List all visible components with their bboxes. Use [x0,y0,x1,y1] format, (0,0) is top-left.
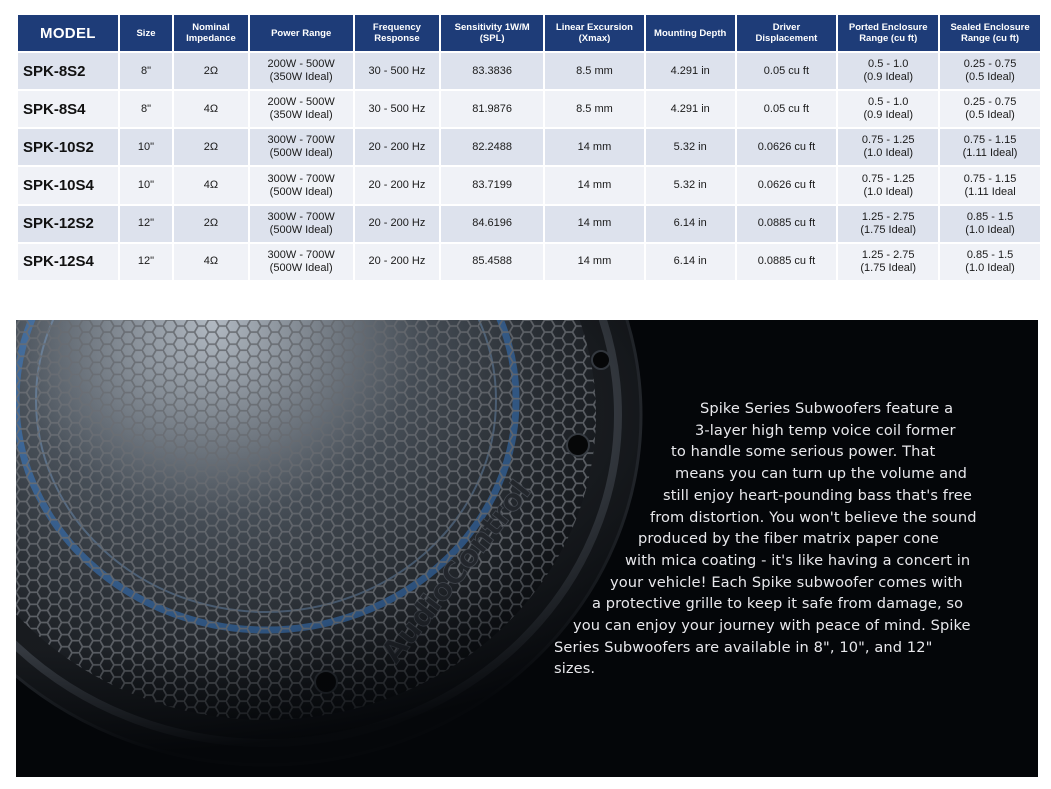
cell-sensitivity: 83.7199 [441,167,543,203]
table-row [18,167,1040,203]
col-header-displacement: Driver Displacement [737,15,837,51]
promo-line: a protective grille to keep it safe from damage, so [592,595,964,613]
cell-impedance: 2Ω [174,129,248,165]
cell-impedance: 4Ω [174,91,248,127]
cell-displacement: 0.0885 cu ft [737,206,837,242]
cell-xmax: 14 mm [545,167,644,203]
cell-size: 10" [120,167,172,203]
cell-xmax: 14 mm [545,206,644,242]
cell-ported: 1.25 - 2.75 (1.75 Ideal) [838,244,938,280]
cell-model: SPK-8S4 [18,91,118,127]
cell-model: SPK-10S4 [18,167,118,203]
cell-power: 200W - 500W (350W Ideal) [250,53,353,89]
table-header-row [18,15,1040,51]
promo-line: sizes. [554,660,596,678]
promo-line: with mica coating - it's like having a concert in [625,551,971,569]
cell-size: 8" [120,53,172,89]
cell-displacement: 0.0626 cu ft [737,167,837,203]
promo-line: 3-layer high temp voice coil former [695,421,956,439]
cell-sealed: 0.85 - 1.5 (1.0 Ideal) [940,206,1040,242]
cell-sensitivity: 83.3836 [441,53,543,89]
promo-line: your vehicle! Each Spike subwoofer comes with [610,573,963,591]
table-row [18,53,1040,89]
cell-power: 200W - 500W (350W Ideal) [250,91,353,127]
promo-line: Spike Series Subwoofers feature a [700,400,954,417]
promo-line: to handle some serious power. That [671,443,936,461]
cell-xmax: 8.5 mm [545,53,644,89]
cell-ported: 1.25 - 2.75 (1.75 Ideal) [838,206,938,242]
cell-ported: 0.5 - 1.0 (0.9 Ideal) [838,53,938,89]
table-row [18,129,1040,165]
col-header-sensitivity: Sensitivity 1W/M (SPL) [441,15,543,51]
cell-frequency: 20 - 200 Hz [355,206,440,242]
cell-depth: 4.291 in [646,53,735,89]
promo-line: Series Subwoofers are available in 8", 10", and 12" [554,638,933,656]
col-header-depth: Mounting Depth [646,15,735,51]
table-row [18,206,1040,242]
cell-model: SPK-8S2 [18,53,118,89]
table-row [18,91,1040,127]
cell-impedance: 4Ω [174,244,248,280]
cell-ported: 0.75 - 1.25 (1.0 Ideal) [838,167,938,203]
cell-sensitivity: 81.9876 [441,91,543,127]
cell-power: 300W - 700W (500W Ideal) [250,167,353,203]
cell-ported: 0.5 - 1.0 (0.9 Ideal) [838,91,938,127]
promo-panel [16,320,1038,777]
col-header-frequency: Frequency Response [355,15,440,51]
cell-sensitivity: 85.4588 [441,244,543,280]
cell-depth: 4.291 in [646,91,735,127]
cell-depth: 5.32 in [646,129,735,165]
cell-sealed: 0.85 - 1.5 (1.0 Ideal) [940,244,1040,280]
cell-size: 10" [120,129,172,165]
cell-frequency: 30 - 500 Hz [355,91,440,127]
cell-model: SPK-12S2 [18,206,118,242]
promo-line: from distortion. You won't believe the sound [650,508,977,526]
col-header-sealed: Sealed Enclosure Range (cu ft) [940,15,1040,51]
cell-power: 300W - 700W (500W Ideal) [250,206,353,242]
cell-depth: 6.14 in [646,244,735,280]
promo-line: means you can turn up the volume and [675,465,968,483]
cell-model: SPK-10S2 [18,129,118,165]
cell-power: 300W - 700W (500W Ideal) [250,129,353,165]
cell-sealed: 0.75 - 1.15 (1.11 Ideal) [940,129,1040,165]
cell-frequency: 20 - 200 Hz [355,244,440,280]
cell-displacement: 0.0626 cu ft [737,129,837,165]
promo-line: produced by the fiber matrix paper cone [638,530,939,548]
promo-line: still enjoy heart-pounding bass that's free [663,486,972,504]
cell-xmax: 14 mm [545,129,644,165]
cell-sealed: 0.75 - 1.15 (1.11 Ideal [940,167,1040,203]
cell-depth: 6.14 in [646,206,735,242]
cell-power: 300W - 700W (500W Ideal) [250,244,353,280]
cell-depth: 5.32 in [646,167,735,203]
cell-sensitivity: 82.2488 [441,129,543,165]
cell-model: SPK-12S4 [18,244,118,280]
col-header-xmax: Linear Excursion (Xmax) [545,15,644,51]
cell-sealed: 0.25 - 0.75 (0.5 Ideal) [940,91,1040,127]
cell-sealed: 0.25 - 0.75 (0.5 Ideal) [940,53,1040,89]
spec-table [16,13,1042,282]
cell-impedance: 2Ω [174,53,248,89]
promo-description [554,398,1014,680]
col-header-power: Power Range [250,15,353,51]
cell-xmax: 8.5 mm [545,91,644,127]
cell-sensitivity: 84.6196 [441,206,543,242]
cell-displacement: 0.05 cu ft [737,91,837,127]
col-header-impedance: Nominal Impedance [174,15,248,51]
cell-impedance: 2Ω [174,206,248,242]
cell-size: 8" [120,91,172,127]
cell-size: 12" [120,206,172,242]
cell-displacement: 0.0885 cu ft [737,244,837,280]
cell-frequency: 30 - 500 Hz [355,53,440,89]
cell-displacement: 0.05 cu ft [737,53,837,89]
col-header-size: Size [120,15,172,51]
cell-frequency: 20 - 200 Hz [355,167,440,203]
cell-frequency: 20 - 200 Hz [355,129,440,165]
table-row [18,244,1040,280]
cell-size: 12" [120,244,172,280]
cell-ported: 0.75 - 1.25 (1.0 Ideal) [838,129,938,165]
cell-xmax: 14 mm [545,244,644,280]
promo-line: you can enjoy your journey with peace of mind. Spike [573,617,971,635]
cell-impedance: 4Ω [174,167,248,203]
col-header-model: MODEL [18,15,118,51]
col-header-ported: Ported Enclosure Range (cu ft) [838,15,938,51]
